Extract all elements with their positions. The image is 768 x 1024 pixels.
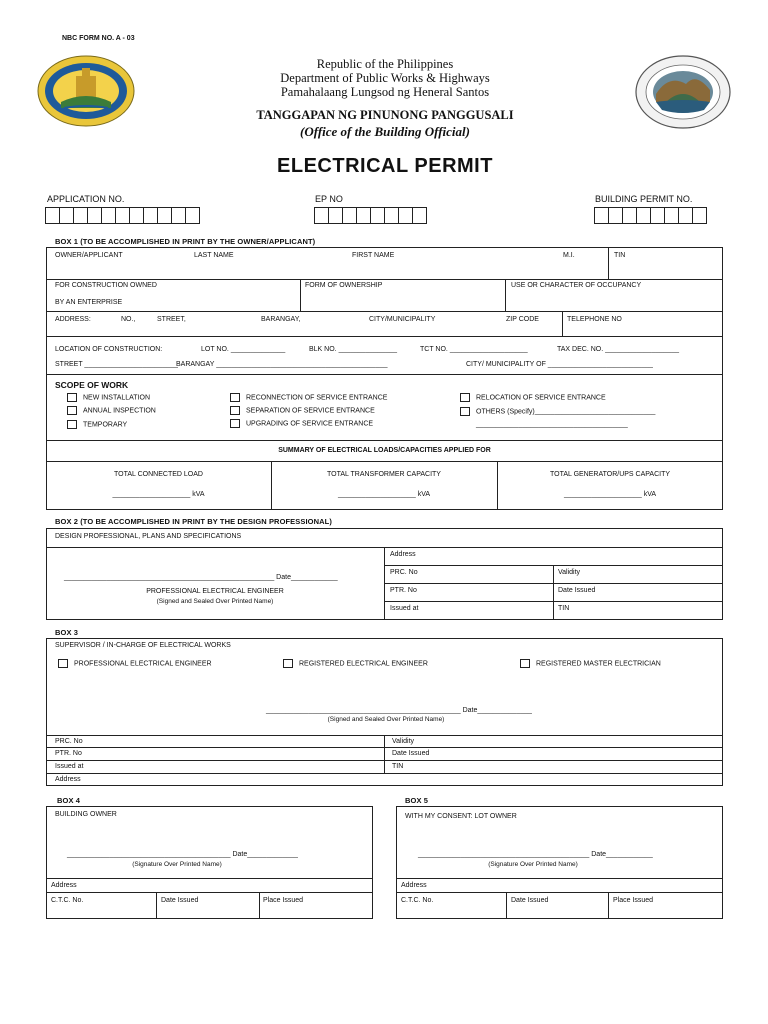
scope-reconnection[interactable]: RECONNECTION OF SERVICE ENTRANCE [230,393,387,402]
scope-relocation[interactable]: RELOCATION OF SERVICE ENTRANCE [460,393,606,402]
design-professional-label: DESIGN PROFESSIONAL, PLANS AND SPECIFICATIONS [55,533,242,540]
building-permit-no-label: BUILDING PERMIT NO. [595,194,693,204]
checkbox-icon[interactable] [520,659,530,668]
checkbox-icon[interactable] [460,393,470,402]
box2-heading: BOX 2 (TO BE ACCOMPLISHED IN PRINT BY THE DESIGN PROFESSIONAL) [55,517,332,526]
box3-signature-date-line[interactable]: __________________________________________________ Date______________ [266,707,532,714]
box2-issued-at-label: Issued at [390,605,419,612]
last-name-label: LAST NAME [194,252,234,259]
option-registered-master-electrician[interactable]: REGISTERED MASTER ELECTRICIAN [520,659,661,668]
box4-address-label: Address [51,882,77,889]
office-title-tagalog: TANGGAPAN NG PINUNONG PANGGUSALI [256,108,514,122]
box2-tin-label: TIN [558,605,570,612]
ep-no-label: EP NO [315,194,343,204]
application-no-label: APPLICATION NO. [47,194,125,204]
box3-signed-sealed-label: (Signed and Sealed Over Printed Name) [327,716,445,723]
address-no-label: NO., [121,316,136,323]
checkbox-icon[interactable] [230,393,240,402]
box3-address-label: Address [55,776,81,783]
tin-label: TIN [614,252,626,259]
box5-heading: BOX 5 [405,796,429,805]
transformer-kva-field[interactable]: ____________________ kVA [337,491,431,498]
summary-heading: SUMMARY OF ELECTRICAL LOADS/CAPACITIES APPLIED FOR [278,447,491,454]
street-field[interactable]: STREET ________________________ [55,361,178,368]
checkbox-icon[interactable] [230,406,240,415]
tax-dec-no-field[interactable]: TAX DEC. NO. ___________________ [557,346,680,353]
blk-no-field[interactable]: BLK NO. _______________ [309,346,397,353]
building-permit-no-field[interactable] [595,207,707,224]
connected-load-kva-field[interactable]: ____________________ kVA [112,491,205,498]
total-transformer-label: TOTAL TRANSFORMER CAPACITY [327,471,441,478]
barangay-field[interactable]: BARANGAY ____________________________________________ [176,361,388,368]
checkbox-icon[interactable] [67,393,77,402]
box4-signature-date-line[interactable]: __________________________________________ Date_____________ [67,851,298,858]
header-department: Department of Public Works & Highways [280,71,490,85]
box2-signature-date-line[interactable]: ______________________________________________________ Date____________ [64,574,338,581]
box3-validity-label: Validity [392,738,415,745]
telephone-no-label: TELEPHONE NO [567,316,622,323]
scope-upgrading[interactable]: UPGRADING OF SERVICE ENTRANCE [230,419,373,428]
ep-no-field[interactable] [315,207,427,224]
checkbox-icon[interactable] [58,659,68,668]
box3-prc-no-label: PRC. No [55,738,83,745]
page-title: ELECTRICAL PERMIT [277,155,493,177]
building-official-seal-logo [634,54,732,130]
total-connected-load-label: TOTAL CONNECTED LOAD [114,471,203,478]
address-city-label: CITY/MUNICIPALITY [369,316,436,323]
form-of-ownership-label: FORM OF OWNERSHIP [305,282,383,289]
location-label: LOCATION OF CONSTRUCTION: [55,346,163,353]
for-construction-owned-label: FOR CONSTRUCTION OWNED [55,282,157,289]
scope-of-work-label: SCOPE OF WORK [55,380,129,390]
box2-prc-no-label: PRC. No [390,569,418,576]
address-barangay-label: BARANGAY, [261,316,301,323]
supervisor-label: SUPERVISOR / IN-CHARGE OF ELECTRICAL WORKS [55,642,231,649]
scope-separation[interactable]: SEPARATION OF SERVICE ENTRANCE [230,406,375,415]
box4-ctc-no-label: C.T.C. No. [51,897,84,904]
box3-tin-label: TIN [392,763,404,770]
checkbox-icon[interactable] [67,406,77,415]
consent-lot-owner-label: WITH MY CONSENT: LOT OWNER [405,813,517,820]
generator-kva-field[interactable]: ____________________ kVA [563,491,657,498]
application-no-field[interactable] [46,207,200,224]
box2-date-issued-label: Date Issued [558,587,596,594]
box1-heading: BOX 1 (TO BE ACCOMPLISHED IN PRINT BY THE OWNER/APPLICANT) [55,237,316,246]
address-label: ADDRESS: [55,316,91,323]
box5-signature-label: (Signature Over Printed Name) [488,861,578,868]
box4-date-issued-label: Date Issued [161,897,199,904]
address-street-label: STREET, [157,316,186,323]
option-registered-ee[interactable]: REGISTERED ELECTRICAL ENGINEER [283,659,428,668]
zip-code-label: ZIP CODE [506,316,539,323]
tct-no-field[interactable]: TCT NO. ____________________ [420,346,528,353]
form-number: NBC FORM NO. A - 03 [62,35,135,42]
box2-ptr-no-label: PTR. No [390,587,417,594]
header-city: Pamahalaang Lungsod ng Heneral Santos [280,85,490,99]
box3-date-issued-label: Date Issued [392,750,430,757]
box5-date-issued-label: Date Issued [511,897,549,904]
scope-temporary[interactable]: TEMPORARY [67,420,127,429]
mi-label: M.I. [563,252,575,259]
box5-ctc-no-label: C.T.C. No. [401,897,434,904]
office-title-english: (Office of the Building Official) [300,124,470,139]
box5-signature-date-line[interactable]: ____________________________________________ Date____________ [418,851,653,858]
checkbox-icon[interactable] [460,407,470,416]
header-republic: Republic of the Philippines [316,57,454,71]
by-an-enterprise-label: BY AN ENTERPRISE [55,299,123,306]
building-owner-label: BUILDING OWNER [55,811,117,818]
box2-professional-ee-label: PROFESSIONAL ELECTRICAL ENGINEER [146,588,284,595]
box5-place-issued-label: Place Issued [613,897,654,904]
box4-place-issued-label: Place Issued [263,897,304,904]
box2-address-label: Address [390,551,416,558]
box4-heading: BOX 4 [57,796,81,805]
use-or-character-label: USE OR CHARACTER OF OCCUPANCY [511,282,642,289]
first-name-label: FIRST NAME [352,252,395,259]
others-specify-line[interactable]: _______________________________________ [476,421,628,428]
total-generator-label: TOTAL GENERATOR/UPS CAPACITY [549,471,671,478]
checkbox-icon[interactable] [230,419,240,428]
box3-heading: BOX 3 [55,628,79,637]
lot-no-field[interactable]: LOT NO. ______________ [201,346,286,353]
scope-others[interactable]: OTHERS (Specify)_______________________________ [460,407,655,416]
owner-applicant-label: OWNER/APPLICANT [55,252,123,259]
scope-new-installation[interactable]: NEW INSTALLATION [67,393,150,402]
box2-validity-label: Validity [558,569,581,576]
option-professional-ee[interactable]: PROFESSIONAL ELECTRICAL ENGINEER [58,659,212,668]
checkbox-icon[interactable] [283,659,293,668]
box3-ptr-no-label: PTR. No [55,750,82,757]
city-seal-logo [36,54,136,128]
box2-signed-sealed-label: (Signed and Sealed Over Printed Name) [156,598,274,605]
checkbox-icon[interactable] [67,420,77,429]
box3-issued-at-label: Issued at [55,763,84,770]
box4-signature-label: (Signature Over Printed Name) [132,861,222,868]
scope-annual-inspection[interactable]: ANNUAL INSPECTION [67,406,156,415]
box5-address-label: Address [401,882,427,889]
city-field[interactable]: CITY/ MUNICIPALITY OF ___________________________ [466,361,653,368]
